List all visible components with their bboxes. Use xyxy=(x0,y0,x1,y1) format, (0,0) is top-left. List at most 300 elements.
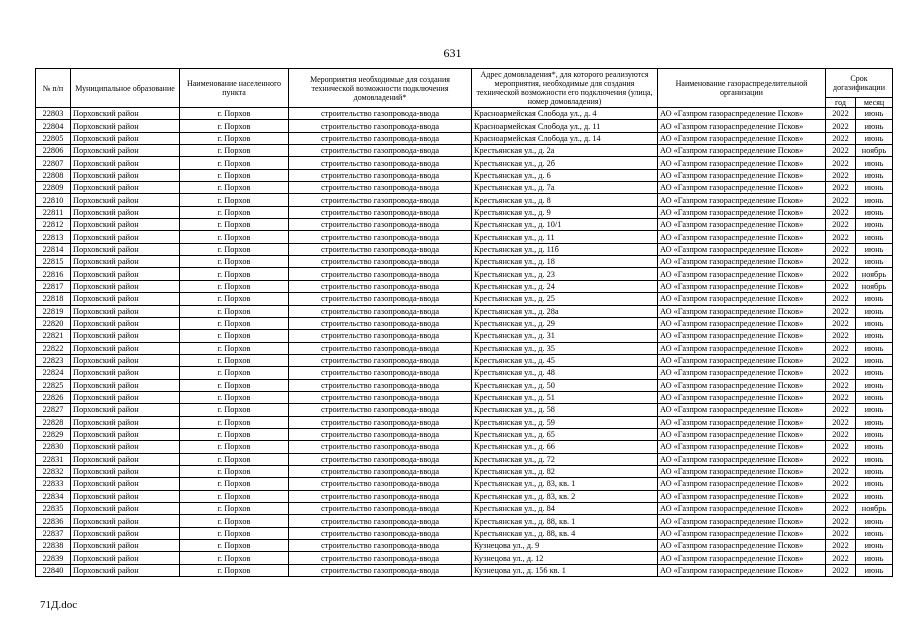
cell-settlement: г. Порхов xyxy=(180,391,289,403)
table-row xyxy=(36,293,893,305)
cell-address: Крестьянская ул., д. 58 xyxy=(472,404,658,416)
cell-measure: строительство газопровода-ввода xyxy=(289,391,472,403)
cell-year: 2022 xyxy=(826,243,856,255)
cell-settlement: г. Порхов xyxy=(180,428,289,440)
cell-measure: строительство газопровода-ввода xyxy=(289,465,472,477)
cell-year: 2022 xyxy=(826,206,856,218)
cell-settlement: г. Порхов xyxy=(180,527,289,539)
cell-year: 2022 xyxy=(826,169,856,181)
cell-year: 2022 xyxy=(826,391,856,403)
cell-address: Крестьянская ул., д. 51 xyxy=(472,391,658,403)
cell-address: Красноармейская Слобода ул., д. 4 xyxy=(472,108,658,120)
cell-num: 22824 xyxy=(36,367,71,379)
cell-address: Крестьянская ул., д. 25 xyxy=(472,293,658,305)
cell-month: июнь xyxy=(856,243,893,255)
cell-num: 22810 xyxy=(36,194,71,206)
cell-measure: строительство газопровода-ввода xyxy=(289,305,472,317)
cell-address: Крестьянская ул., д. 6 xyxy=(472,169,658,181)
header-settlement: Наименование населенного пункта xyxy=(180,69,289,108)
cell-organization: АО «Газпром газораспределение Псков» xyxy=(658,490,826,502)
cell-num: 22831 xyxy=(36,453,71,465)
cell-organization: АО «Газпром газораспределение Псков» xyxy=(658,268,826,280)
cell-measure: строительство газопровода-ввода xyxy=(289,231,472,243)
cell-month: июнь xyxy=(856,515,893,527)
cell-year: 2022 xyxy=(826,132,856,144)
cell-address: Крестьянская ул., д. 23 xyxy=(472,268,658,280)
cell-settlement: г. Порхов xyxy=(180,256,289,268)
cell-organization: АО «Газпром газораспределение Псков» xyxy=(658,503,826,515)
cell-year: 2022 xyxy=(826,441,856,453)
cell-measure: строительство газопровода-ввода xyxy=(289,268,472,280)
cell-address: Крестьянская ул., д. 35 xyxy=(472,342,658,354)
cell-address: Крестьянская ул., д. 59 xyxy=(472,416,658,428)
cell-settlement: г. Порхов xyxy=(180,243,289,255)
cell-year: 2022 xyxy=(826,465,856,477)
cell-municipality: Порховский район xyxy=(71,330,180,342)
cell-address: Крестьянская ул., д. 83, кв. 1 xyxy=(472,478,658,490)
cell-year: 2022 xyxy=(826,564,856,576)
cell-settlement: г. Порхов xyxy=(180,478,289,490)
cell-organization: АО «Газпром газораспределение Псков» xyxy=(658,391,826,403)
cell-municipality: Порховский район xyxy=(71,280,180,292)
cell-settlement: г. Порхов xyxy=(180,317,289,329)
cell-measure: строительство газопровода-ввода xyxy=(289,243,472,255)
cell-num: 22835 xyxy=(36,503,71,515)
cell-address: Крестьянская ул., д. 10/1 xyxy=(472,219,658,231)
cell-year: 2022 xyxy=(826,540,856,552)
cell-municipality: Порховский район xyxy=(71,256,180,268)
table-row xyxy=(36,564,893,576)
cell-year: 2022 xyxy=(826,120,856,132)
cell-measure: строительство газопровода-ввода xyxy=(289,293,472,305)
cell-address: Крестьянская ул., д. 18 xyxy=(472,256,658,268)
cell-measure: строительство газопровода-ввода xyxy=(289,564,472,576)
cell-year: 2022 xyxy=(826,219,856,231)
cell-settlement: г. Порхов xyxy=(180,132,289,144)
cell-organization: АО «Газпром газораспределение Псков» xyxy=(658,120,826,132)
cell-num: 22821 xyxy=(36,330,71,342)
cell-measure: строительство газопровода-ввода xyxy=(289,206,472,218)
cell-municipality: Порховский район xyxy=(71,540,180,552)
header-organization: Наименование газораспределительной организации xyxy=(658,69,826,108)
cell-organization: АО «Газпром газораспределение Псков» xyxy=(658,194,826,206)
cell-organization: АО «Газпром газораспределение Псков» xyxy=(658,354,826,366)
table-row xyxy=(36,182,893,194)
cell-municipality: Порховский район xyxy=(71,465,180,477)
cell-month: ноябрь xyxy=(856,503,893,515)
cell-measure: строительство газопровода-ввода xyxy=(289,453,472,465)
cell-measure: строительство газопровода-ввода xyxy=(289,317,472,329)
cell-municipality: Порховский район xyxy=(71,379,180,391)
page-number: 631 xyxy=(443,46,462,60)
cell-month: ноябрь xyxy=(856,268,893,280)
cell-year: 2022 xyxy=(826,552,856,564)
cell-month: июнь xyxy=(856,478,893,490)
table-row xyxy=(36,515,893,527)
cell-settlement: г. Порхов xyxy=(180,490,289,502)
cell-year: 2022 xyxy=(826,404,856,416)
cell-address: Крестьянская ул., д. 50 xyxy=(472,379,658,391)
cell-organization: АО «Газпром газораспределение Псков» xyxy=(658,206,826,218)
cell-num: 22815 xyxy=(36,256,71,268)
cell-num: 22805 xyxy=(36,132,71,144)
table-row xyxy=(36,379,893,391)
cell-year: 2022 xyxy=(826,478,856,490)
cell-month: июнь xyxy=(856,231,893,243)
cell-measure: строительство газопровода-ввода xyxy=(289,354,472,366)
cell-measure: строительство газопровода-ввода xyxy=(289,157,472,169)
cell-municipality: Порховский район xyxy=(71,268,180,280)
cell-address: Красноармейская Слобода ул., д. 11 xyxy=(472,120,658,132)
cell-settlement: г. Порхов xyxy=(180,145,289,157)
cell-address: Крестьянская ул., д. 83, кв. 2 xyxy=(472,490,658,502)
cell-organization: АО «Газпром газораспределение Псков» xyxy=(658,416,826,428)
cell-municipality: Порховский район xyxy=(71,317,180,329)
cell-organization: АО «Газпром газораспределение Псков» xyxy=(658,182,826,194)
cell-measure: строительство газопровода-ввода xyxy=(289,367,472,379)
table-row xyxy=(36,428,893,440)
cell-address: Крестьянская ул., д. 11 xyxy=(472,231,658,243)
cell-num: 22826 xyxy=(36,391,71,403)
cell-measure: строительство газопровода-ввода xyxy=(289,256,472,268)
cell-settlement: г. Порхов xyxy=(180,515,289,527)
cell-organization: АО «Газпром газораспределение Псков» xyxy=(658,564,826,576)
table-row xyxy=(36,490,893,502)
cell-address: Крестьянская ул., д. 72 xyxy=(472,453,658,465)
table-row xyxy=(36,527,893,539)
cell-municipality: Порховский район xyxy=(71,490,180,502)
cell-month: ноябрь xyxy=(856,145,893,157)
table-row xyxy=(36,268,893,280)
cell-organization: АО «Газпром газораспределение Псков» xyxy=(658,428,826,440)
cell-measure: строительство газопровода-ввода xyxy=(289,478,472,490)
cell-municipality: Порховский район xyxy=(71,441,180,453)
header-municipality: Муниципальное образование xyxy=(71,69,180,108)
table-row xyxy=(36,280,893,292)
cell-measure: строительство газопровода-ввода xyxy=(289,379,472,391)
cell-address: Красноармейская Слобода ул., д. 14 xyxy=(472,132,658,144)
cell-settlement: г. Порхов xyxy=(180,169,289,181)
table-body xyxy=(36,108,893,577)
cell-organization: АО «Газпром газораспределение Псков» xyxy=(658,465,826,477)
cell-measure: строительство газопровода-ввода xyxy=(289,540,472,552)
cell-settlement: г. Порхов xyxy=(180,293,289,305)
cell-num: 22833 xyxy=(36,478,71,490)
cell-settlement: г. Порхов xyxy=(180,182,289,194)
cell-settlement: г. Порхов xyxy=(180,379,289,391)
cell-municipality: Порховский район xyxy=(71,404,180,416)
cell-organization: АО «Газпром газораспределение Псков» xyxy=(658,256,826,268)
cell-year: 2022 xyxy=(826,317,856,329)
cell-num: 22820 xyxy=(36,317,71,329)
cell-settlement: г. Порхов xyxy=(180,564,289,576)
cell-address: Крестьянская ул., д. 88, кв. 4 xyxy=(472,527,658,539)
cell-address: Кузнецова ул., д. 12 xyxy=(472,552,658,564)
table-row xyxy=(36,330,893,342)
cell-month: ноябрь xyxy=(856,280,893,292)
cell-measure: строительство газопровода-ввода xyxy=(289,108,472,120)
table-row xyxy=(36,194,893,206)
table-row xyxy=(36,503,893,515)
cell-address: Крестьянская ул., д. 48 xyxy=(472,367,658,379)
cell-organization: АО «Газпром газораспределение Псков» xyxy=(658,145,826,157)
cell-municipality: Порховский район xyxy=(71,515,180,527)
cell-settlement: г. Порхов xyxy=(180,453,289,465)
cell-organization: АО «Газпром газораспределение Псков» xyxy=(658,132,826,144)
cell-settlement: г. Порхов xyxy=(180,367,289,379)
cell-address: Крестьянская ул., д. 84 xyxy=(472,503,658,515)
cell-municipality: Порховский район xyxy=(71,354,180,366)
cell-month: июнь xyxy=(856,330,893,342)
cell-settlement: г. Порхов xyxy=(180,280,289,292)
table-row xyxy=(36,108,893,120)
cell-num: 22822 xyxy=(36,342,71,354)
cell-year: 2022 xyxy=(826,231,856,243)
table-row xyxy=(36,145,893,157)
gasification-table xyxy=(35,68,893,577)
cell-measure: строительство газопровода-ввода xyxy=(289,342,472,354)
cell-address: Крестьянская ул., д. 11б xyxy=(472,243,658,255)
table-row xyxy=(36,465,893,477)
cell-measure: строительство газопровода-ввода xyxy=(289,527,472,539)
cell-measure: строительство газопровода-ввода xyxy=(289,120,472,132)
cell-organization: АО «Газпром газораспределение Псков» xyxy=(658,169,826,181)
cell-municipality: Порховский район xyxy=(71,182,180,194)
cell-municipality: Порховский район xyxy=(71,120,180,132)
cell-address: Крестьянская ул., д. 29 xyxy=(472,317,658,329)
cell-address: Крестьянская ул., д. 66 xyxy=(472,441,658,453)
table-row xyxy=(36,120,893,132)
cell-year: 2022 xyxy=(826,354,856,366)
cell-year: 2022 xyxy=(826,428,856,440)
cell-address: Крестьянская ул., д. 88, кв. 1 xyxy=(472,515,658,527)
cell-settlement: г. Порхов xyxy=(180,108,289,120)
cell-year: 2022 xyxy=(826,367,856,379)
cell-month: июнь xyxy=(856,317,893,329)
cell-settlement: г. Порхов xyxy=(180,540,289,552)
cell-month: июнь xyxy=(856,293,893,305)
cell-municipality: Порховский район xyxy=(71,145,180,157)
cell-num: 22827 xyxy=(36,404,71,416)
table-row xyxy=(36,243,893,255)
cell-month: июнь xyxy=(856,256,893,268)
cell-num: 22817 xyxy=(36,280,71,292)
table-row xyxy=(36,206,893,218)
table-row xyxy=(36,317,893,329)
cell-organization: АО «Газпром газораспределение Псков» xyxy=(658,280,826,292)
cell-municipality: Порховский район xyxy=(71,132,180,144)
table-row xyxy=(36,478,893,490)
table-row xyxy=(36,305,893,317)
table-row xyxy=(36,540,893,552)
cell-month: июнь xyxy=(856,379,893,391)
cell-year: 2022 xyxy=(826,416,856,428)
cell-month: июнь xyxy=(856,428,893,440)
cell-organization: АО «Газпром газораспределение Псков» xyxy=(658,441,826,453)
cell-year: 2022 xyxy=(826,145,856,157)
cell-settlement: г. Порхов xyxy=(180,305,289,317)
cell-organization: АО «Газпром газораспределение Псков» xyxy=(658,330,826,342)
cell-month: июнь xyxy=(856,108,893,120)
cell-municipality: Порховский район xyxy=(71,157,180,169)
table-row xyxy=(36,453,893,465)
cell-organization: АО «Газпром газораспределение Псков» xyxy=(658,367,826,379)
table-row xyxy=(36,391,893,403)
cell-year: 2022 xyxy=(826,330,856,342)
cell-num: 22809 xyxy=(36,182,71,194)
cell-num: 22804 xyxy=(36,120,71,132)
cell-settlement: г. Порхов xyxy=(180,354,289,366)
cell-address: Крестьянская ул., д. 28а xyxy=(472,305,658,317)
cell-year: 2022 xyxy=(826,194,856,206)
cell-address: Кузнецова ул., д. 9 xyxy=(472,540,658,552)
cell-month: июнь xyxy=(856,132,893,144)
cell-month: июнь xyxy=(856,169,893,181)
cell-month: июнь xyxy=(856,182,893,194)
cell-address: Крестьянская ул., д. 82 xyxy=(472,465,658,477)
cell-municipality: Порховский район xyxy=(71,552,180,564)
cell-settlement: г. Порхов xyxy=(180,404,289,416)
cell-settlement: г. Порхов xyxy=(180,503,289,515)
cell-num: 22834 xyxy=(36,490,71,502)
cell-num: 22825 xyxy=(36,379,71,391)
table-row xyxy=(36,441,893,453)
cell-measure: строительство газопровода-ввода xyxy=(289,490,472,502)
cell-month: июнь xyxy=(856,391,893,403)
cell-measure: строительство газопровода-ввода xyxy=(289,416,472,428)
cell-num: 22836 xyxy=(36,515,71,527)
cell-municipality: Порховский район xyxy=(71,478,180,490)
cell-num: 22838 xyxy=(36,540,71,552)
cell-municipality: Порховский район xyxy=(71,169,180,181)
table-row xyxy=(36,231,893,243)
cell-address: Крестьянская ул., д. 2б xyxy=(472,157,658,169)
cell-measure: строительство газопровода-ввода xyxy=(289,219,472,231)
cell-num: 22808 xyxy=(36,169,71,181)
cell-address: Кузнецова ул., д. 156 кв. 1 xyxy=(472,564,658,576)
cell-month: июнь xyxy=(856,465,893,477)
cell-num: 22819 xyxy=(36,305,71,317)
table-row xyxy=(36,367,893,379)
cell-municipality: Порховский район xyxy=(71,503,180,515)
cell-month: июнь xyxy=(856,120,893,132)
cell-num: 22813 xyxy=(36,231,71,243)
cell-year: 2022 xyxy=(826,490,856,502)
cell-organization: АО «Газпром газораспределение Псков» xyxy=(658,108,826,120)
cell-municipality: Порховский район xyxy=(71,391,180,403)
cell-measure: строительство газопровода-ввода xyxy=(289,169,472,181)
table-row xyxy=(36,132,893,144)
cell-month: июнь xyxy=(856,194,893,206)
cell-address: Крестьянская ул., д. 31 xyxy=(472,330,658,342)
cell-municipality: Порховский район xyxy=(71,416,180,428)
cell-organization: АО «Газпром газораспределение Псков» xyxy=(658,219,826,231)
cell-num: 22830 xyxy=(36,441,71,453)
footer-filename: 71Д.doc xyxy=(40,599,78,611)
cell-organization: АО «Газпром газораспределение Псков» xyxy=(658,305,826,317)
table-row xyxy=(36,354,893,366)
cell-organization: АО «Газпром газораспределение Псков» xyxy=(658,453,826,465)
cell-year: 2022 xyxy=(826,453,856,465)
cell-year: 2022 xyxy=(826,379,856,391)
cell-num: 22811 xyxy=(36,206,71,218)
cell-year: 2022 xyxy=(826,280,856,292)
cell-measure: строительство газопровода-ввода xyxy=(289,280,472,292)
cell-year: 2022 xyxy=(826,157,856,169)
cell-month: июнь xyxy=(856,354,893,366)
cell-month: июнь xyxy=(856,441,893,453)
cell-organization: АО «Газпром газораспределение Псков» xyxy=(658,552,826,564)
cell-year: 2022 xyxy=(826,182,856,194)
cell-year: 2022 xyxy=(826,256,856,268)
table-row xyxy=(36,169,893,181)
cell-year: 2022 xyxy=(826,503,856,515)
cell-organization: АО «Газпром газораспределение Псков» xyxy=(658,379,826,391)
cell-num: 22837 xyxy=(36,527,71,539)
cell-measure: строительство газопровода-ввода xyxy=(289,194,472,206)
cell-organization: АО «Газпром газораспределение Псков» xyxy=(658,527,826,539)
cell-num: 22816 xyxy=(36,268,71,280)
table-header xyxy=(36,69,893,108)
cell-measure: строительство газопровода-ввода xyxy=(289,552,472,564)
cell-organization: АО «Газпром газораспределение Псков» xyxy=(658,404,826,416)
cell-month: июнь xyxy=(856,552,893,564)
cell-year: 2022 xyxy=(826,293,856,305)
cell-municipality: Порховский район xyxy=(71,342,180,354)
cell-municipality: Порховский район xyxy=(71,108,180,120)
cell-municipality: Порховский район xyxy=(71,194,180,206)
cell-municipality: Порховский район xyxy=(71,428,180,440)
cell-municipality: Порховский район xyxy=(71,305,180,317)
cell-num: 22812 xyxy=(36,219,71,231)
cell-month: июнь xyxy=(856,367,893,379)
table-row xyxy=(36,157,893,169)
cell-num: 22818 xyxy=(36,293,71,305)
cell-measure: строительство газопровода-ввода xyxy=(289,145,472,157)
cell-measure: строительство газопровода-ввода xyxy=(289,441,472,453)
cell-year: 2022 xyxy=(826,527,856,539)
cell-municipality: Порховский район xyxy=(71,293,180,305)
cell-address: Крестьянская ул., д. 2а xyxy=(472,145,658,157)
header-address: Адрес домовладения*, для которого реализуются мероприятия, необходимые для создания технической возможности его подключения (улица, номер домовладения) xyxy=(472,69,658,108)
cell-measure: строительство газопровода-ввода xyxy=(289,330,472,342)
cell-month: июнь xyxy=(856,527,893,539)
cell-month: июнь xyxy=(856,564,893,576)
cell-measure: строительство газопровода-ввода xyxy=(289,132,472,144)
cell-organization: АО «Газпром газораспределение Псков» xyxy=(658,317,826,329)
cell-measure: строительство газопровода-ввода xyxy=(289,515,472,527)
table-row xyxy=(36,219,893,231)
cell-settlement: г. Порхов xyxy=(180,268,289,280)
cell-address: Крестьянская ул., д. 7а xyxy=(472,182,658,194)
cell-num: 22839 xyxy=(36,552,71,564)
cell-organization: АО «Газпром газораспределение Псков» xyxy=(658,478,826,490)
cell-month: июнь xyxy=(856,342,893,354)
cell-address: Крестьянская ул., д. 9 xyxy=(472,206,658,218)
cell-num: 22806 xyxy=(36,145,71,157)
cell-month: июнь xyxy=(856,157,893,169)
cell-organization: АО «Газпром газораспределение Псков» xyxy=(658,515,826,527)
cell-settlement: г. Порхов xyxy=(180,194,289,206)
cell-num: 22828 xyxy=(36,416,71,428)
cell-num: 22803 xyxy=(36,108,71,120)
cell-organization: АО «Газпром газораспределение Псков» xyxy=(658,342,826,354)
cell-organization: АО «Газпром газораспределение Псков» xyxy=(658,157,826,169)
cell-num: 22823 xyxy=(36,354,71,366)
cell-settlement: г. Порхов xyxy=(180,441,289,453)
cell-municipality: Порховский район xyxy=(71,527,180,539)
cell-organization: АО «Газпром газораспределение Псков» xyxy=(658,231,826,243)
